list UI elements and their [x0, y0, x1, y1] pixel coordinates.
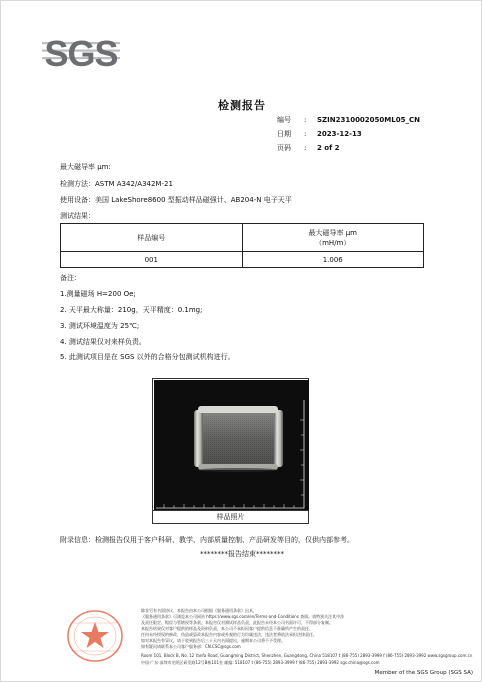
terms-line: 除非另有书面协议，本报告由本公司根据《服务通用条款》出具， — [141, 608, 257, 613]
photo-caption: 样品照片 — [153, 510, 308, 524]
note-item: 5. 此测试项目是在 SGS 以外的合格分包测试机构进行。 — [60, 353, 235, 361]
permeability-header-line2: （mH/m） — [315, 238, 351, 247]
permeability-cell: 1.006 — [242, 252, 424, 268]
note-item: 1.测量磁场 H=200 Oe; — [60, 290, 136, 298]
sample-id-cell: 001 — [61, 252, 243, 268]
address-english: Room 101, Block B, No. 12 Yanfa Road, Guangming District, Shenzhen, Guangdong, China 518107 t (86-755) 2893-3999 f (86-755) 2893-3992 www.sgsgroup.com.cn — [141, 653, 473, 658]
terms-line: 如有疑问请联系本公司客户服务部：CN.CSC@sgs.com — [141, 644, 241, 649]
sample-photo-frame — [152, 378, 309, 524]
results-label: 测试结果： — [60, 212, 95, 220]
terms-line: 《服务通用条款》可浏览本公司网站 https://www.sgs.com/en/Terms-and-Conditions 查阅。请特别关注其中涉 — [141, 614, 345, 619]
report-meta — [277, 113, 420, 155]
sample-id-header: 样品编号 — [61, 224, 243, 252]
report-page-number: 2 of 2 — [317, 144, 340, 152]
note-item: 3. 测试环境温度为 25℃; — [60, 322, 140, 330]
end-of-report: ********报告结束******** — [200, 550, 284, 558]
note-item: 2. 天平最大称量：210g，天平精度：0.1mg; — [60, 306, 203, 314]
sgs-member-note: Member of the SGS Group (SGS SA) — [374, 670, 473, 676]
number-label: 编号 — [277, 116, 291, 124]
test-equipment: 使用设备：美国 LakeShore8600 型振动样品磁强计、AB204-N 电子天平 — [60, 196, 292, 204]
address-chinese: 中国·广东·深圳市光明区研发路12号B栋101室 邮编: 518107 t (86-755) 2893-3999 f (86-755) 2893-3992 sgs.china@sgs.com — [141, 660, 380, 665]
note-item: 4. 测试结果仅对来样负责。 — [60, 338, 146, 346]
results-table — [60, 223, 424, 268]
notes-title: 备注： — [60, 274, 81, 282]
sample-photo — [154, 380, 309, 510]
company-seal — [65, 607, 125, 665]
report-page-row — [277, 141, 420, 155]
report-number-row — [277, 113, 420, 127]
svg-text:SGS: SGS — [44, 33, 118, 71]
terms-line: 本报告结果仅对客户提供的样品及资料负责，本公司不承担因客户提供信息不准确所产生的责任。 — [141, 626, 313, 631]
test-item: 最大磁导率 μm: — [60, 163, 111, 171]
colon: : — [304, 130, 307, 138]
sgs-logo — [42, 31, 120, 71]
report-date-row — [277, 127, 420, 141]
colon: : — [304, 144, 307, 152]
terms-line: 及责任限定、赔偿与管辖权等条款。本报告仅对测试样品负责，此报告未经本公司书面许可，不得部分复制。 — [141, 620, 333, 625]
test-method: 检测方法：ASTM A342/A342M-21 — [60, 180, 173, 188]
terms-line: 如对本报告有异议，请于收到报告后三十天内书面提出，逾期本公司将不予受理。 — [141, 638, 285, 643]
table-header-row — [61, 224, 424, 252]
report-title: 检测报告 — [218, 99, 266, 112]
report-date: 2023-12-13 — [317, 130, 362, 138]
terms-line: 任何未经授权的修改、伪造或篡改本报告内容或外观的行为均属违法，违法者将依法承担法律责任。 — [141, 632, 317, 637]
permeability-header — [242, 224, 424, 252]
page-label: 页码 — [277, 144, 291, 152]
permeability-header-line1: 最大磁导率 μm — [308, 228, 357, 237]
appendix-info: 附录信息：检测报告仅用于客户科研、教学、内部质量控制、产品研发等目的，仅供内部参考。 — [60, 536, 354, 544]
table-row — [61, 252, 424, 268]
date-label: 日期 — [277, 130, 291, 138]
report-number: SZIN2310002050ML05_CN — [317, 116, 420, 124]
colon: : — [304, 116, 307, 124]
